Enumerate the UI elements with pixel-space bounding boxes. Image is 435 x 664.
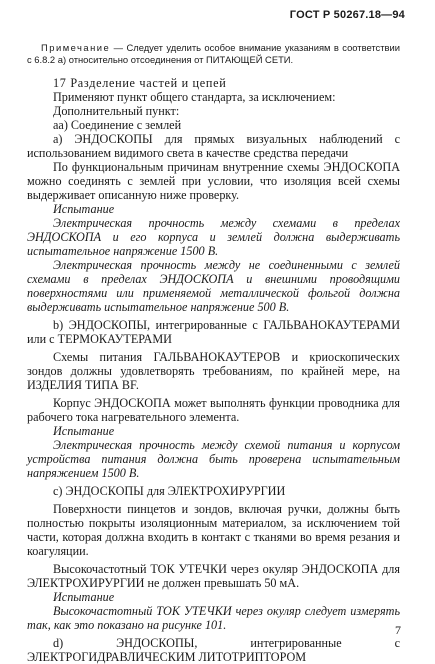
note-block <box>27 42 400 66</box>
note-text: — Следует уделить особое внимание указаниям в соответствии с 6.8.2 а) относительно отсоединения от ПИТАЮЩЕЙ СЕТИ. <box>27 42 400 65</box>
paragraph: с) ЭНДОСКОПЫ для ЭЛЕКТРОХИРУРГИИ <box>53 484 286 498</box>
paragraph: аа) Соединение с землей <box>53 118 182 132</box>
paragraph: d) ЭНДОСКОПЫ, интегрированные с ЭЛЕКТРОГИДРАВЛИЧЕСКИМ ЛИТОТРИПТОРОМ <box>27 636 400 664</box>
paragraph: Поверхности пинцетов и зондов, включая ручки, должны быть полностью покрыты изоляционным материалом, за исключением той части, которая должна входить в контакт с тканями во время резания и коагуляции. <box>27 502 400 558</box>
page-content <box>27 42 400 664</box>
standard-header: ГОСТ Р 50267.18—94 <box>289 9 405 21</box>
paragraph: По функциональным причинам внутренние схемы ЭНДОСКОПА можно соединять с землей при условии, что изоляция всей схемы выдерживает описанную ниже проверку. <box>27 160 400 202</box>
test-paragraph: Электрическая прочность между схемой питания и корпусом устройства питания должна быть проверена испытательным напряжением 1500 В. <box>27 438 400 480</box>
paragraph: Применяют пункт общего стандарта, за исключением: <box>53 90 336 104</box>
paragraph: Дополнительный пункт: <box>53 104 180 118</box>
paragraph: b) ЭНДОСКОПЫ, интегрированные с ГАЛЬВАНОКАУТЕРАМИ или с ТЕРМОКАУТЕРАМИ <box>27 318 400 346</box>
test-paragraph: Электрическая прочность между не соединенными с землей схемами в пределах ЭНДОСКОПА и внешними проводящими поверхностями или применяемой металлической фольгой должна выдерживать испытательное напряжение 500 В. <box>27 258 400 314</box>
test-paragraph: Высокочастотный ТОК УТЕЧКИ через окуляр следует измерять так, как это показано на рисунке 101. <box>27 604 400 632</box>
test-heading: Испытание <box>53 424 115 438</box>
paragraph: Корпус ЭНДОСКОПА может выполнять функции проводника для рабочего тока нагревательного элемента. <box>27 396 400 424</box>
section-heading: 17 Разделение частей и цепей <box>53 76 227 90</box>
page-number: 7 <box>395 623 401 637</box>
paragraph: Схемы питания ГАЛЬВАНОКАУТЕРОВ и криоскопических зондов должны удовлетворять требованиям, по крайней мере, на ИЗДЕЛИЯ ТИПА BF. <box>27 350 400 392</box>
note-lead: Примечание <box>41 42 111 53</box>
paragraph: Высокочастотный ТОК УТЕЧКИ через окуляр ЭНДОСКОПА для ЭЛЕКТРОХИРУРГИИ не должен превышать 50 мА. <box>27 562 400 590</box>
paragraph: а) ЭНДОСКОПЫ для прямых визуальных наблюдений с использованием видимого света в качестве средства передачи <box>27 132 400 160</box>
test-heading: Испытание <box>53 202 115 216</box>
test-heading: Испытание <box>53 590 115 604</box>
test-paragraph: Электрическая прочность между схемами в пределах ЭНДОСКОПА и его корпуса и землей должна выдерживать испытательное напряжение 1500 В. <box>27 216 400 258</box>
